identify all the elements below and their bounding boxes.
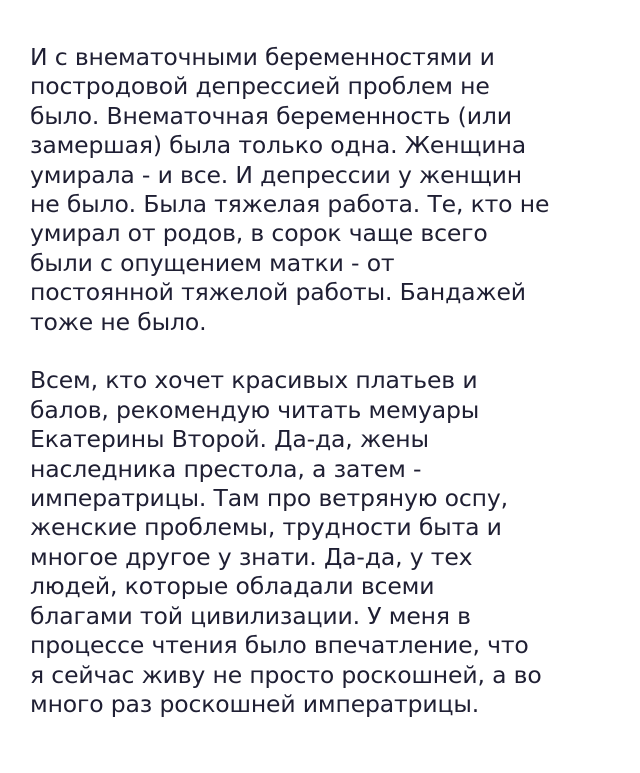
text-line: постродовой депрессией проблем не [30,72,490,101]
text-line: умирала - и все. И депрессии у женщин [30,160,522,189]
text-line: было. Внематочная беременность (или [30,101,512,130]
paragraph-2 [30,366,620,719]
text-line: женские проблемы, трудности быта и [30,513,502,542]
text-line: Екатерины Второй. Да-да, жены [30,425,429,454]
text-line: не было. Была тяжелая работа. Те, кто не [30,190,550,219]
text-line: многое другое у знати. Да-да, у тех [30,542,473,571]
document-body [30,43,620,719]
text-line: Всем, кто хочет красивых платьев и [30,366,478,395]
text-line: тоже не было. [30,307,207,336]
paragraph-1 [30,43,620,337]
text-line: были с опущением матки - от [30,248,395,277]
text-line: я сейчас живу не просто роскошней, а во [30,660,542,689]
text-line: людей, которые обладали всеми [30,572,435,601]
text-line: балов, рекомендую читать мемуары [30,395,480,424]
text-line: процессе чтения было впечатление, что [30,631,529,660]
text-line: много раз роскошней императрицы. [30,689,480,718]
text-line: И с внематочными беременностями и [30,43,495,71]
text-line: замершая) была только одна. Женщина [30,131,526,160]
text-line: императрицы. Там про ветряную оспу, [30,484,508,513]
text-line: постоянной тяжелой работы. Бандажей [30,278,526,307]
text-line: благами той цивилизации. У меня в [30,601,471,630]
text-line: умирал от родов, в сорок чаще всего [30,219,488,248]
text-line: наследника престола, а затем - [30,454,422,483]
